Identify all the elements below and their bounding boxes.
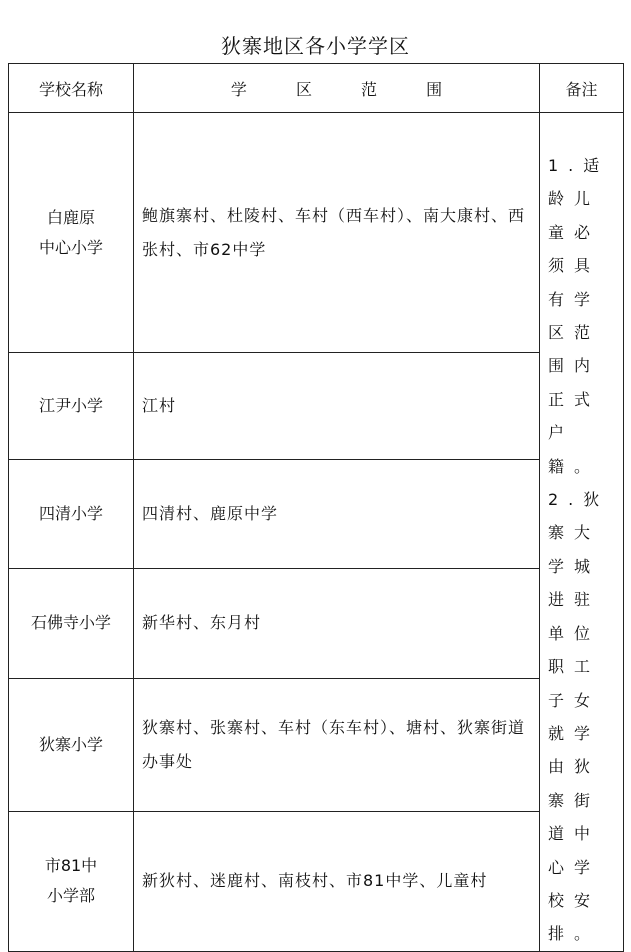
school-name-cell (9, 569, 134, 679)
school-name-line: 白鹿原 (46, 207, 95, 227)
school-district-table (8, 63, 624, 952)
district-range-cell: 四清村、鹿原中学 (134, 459, 540, 569)
header-school-name: 学校名称 (9, 64, 134, 113)
table-row (9, 678, 624, 812)
district-range-cell: 鲍旗寨村、杜陵村、车村（西车村）、南大康村、西张村、市62中学 (134, 113, 540, 353)
school-name-cell (9, 678, 134, 812)
table-row (9, 353, 624, 460)
note-item: 2.狄寨大学城进驻单位职工子女就学由狄寨街道中心学校安排。 (548, 490, 610, 944)
district-range-cell: 江村 (134, 353, 540, 460)
school-name-line: 市81中 (44, 856, 98, 876)
table-row (9, 812, 624, 952)
page-title: 狄寨地区各小学学区 (221, 34, 410, 58)
school-name-cell (9, 353, 134, 460)
school-name-line: 中心小学 (38, 237, 103, 257)
district-range-cell: 新华村、东月村 (134, 569, 540, 679)
note-item: 1.适龄儿童必须具有学区范围内正式户籍。 (548, 156, 610, 476)
school-name-line: 四清小学 (38, 503, 103, 523)
table-row (9, 113, 624, 353)
school-name-line: 小学部 (46, 886, 95, 906)
school-name-cell (9, 812, 134, 952)
table-row (9, 459, 624, 569)
school-name-cell (9, 459, 134, 569)
notes-cell (540, 113, 624, 952)
table-row (9, 569, 624, 679)
header-notes: 备注 (540, 64, 624, 113)
table-header-row (9, 64, 624, 113)
school-name-line: 石佛寺小学 (30, 613, 111, 633)
header-district-range: 学 区 范 围 (134, 64, 540, 113)
school-name-line: 江尹小学 (38, 395, 103, 415)
district-range-cell: 新狄村、迷鹿村、南枝村、市81中学、儿童村 (134, 812, 540, 952)
district-range-cell: 狄寨村、张寨村、车村（东车村）、塘村、狄寨街道办事处 (134, 678, 540, 812)
school-name-cell (9, 113, 134, 353)
school-name-line: 狄寨小学 (38, 734, 103, 754)
